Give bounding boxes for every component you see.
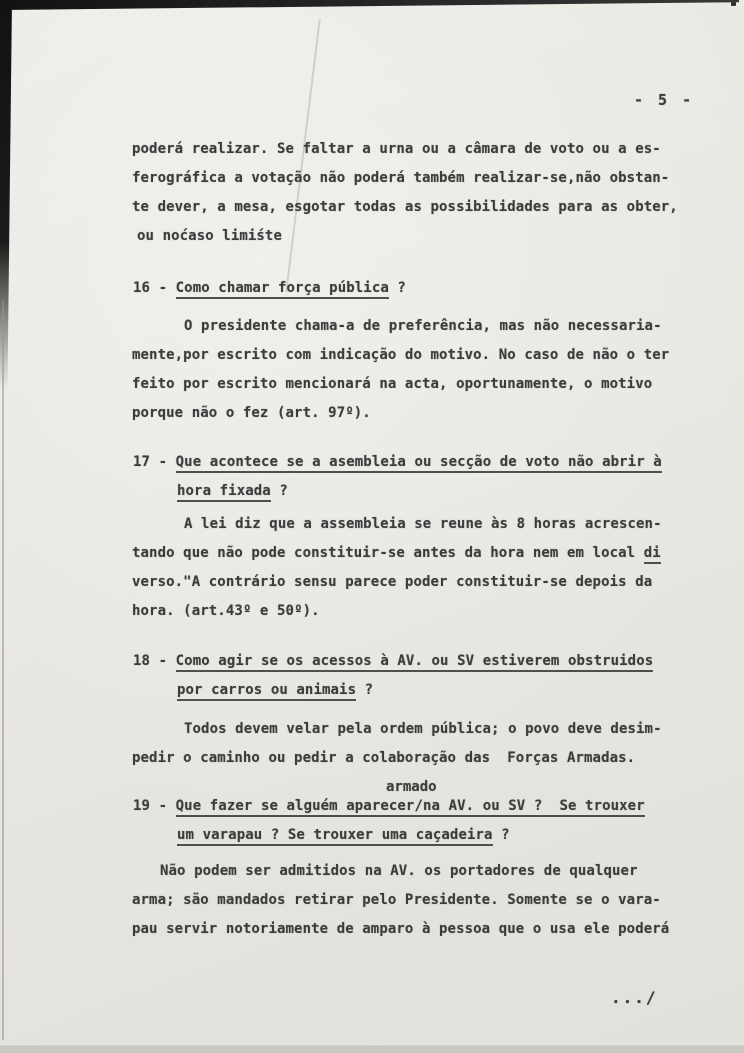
question-19-qmark: ? [492, 827, 510, 843]
question-16-heading [133, 274, 681, 303]
scan-speck [731, 2, 736, 6]
paragraph-line: poderá realizar. Se faltar a urna ou a câmara de voto ou a es- [132, 141, 661, 157]
answer-line: pedir o caminho ou pedir a colaboração das Forças Armadas. [132, 750, 636, 766]
question-17-title-line1: Que acontece se a asembleia ou secção de voto não abrir à [176, 454, 662, 473]
question-18-title-line2: por carros ou animais [177, 682, 356, 701]
answer-18 [132, 715, 680, 773]
question-17-title-line2: hora fixada [177, 483, 271, 502]
hyphenated-syllable-underlined: di [644, 545, 661, 564]
question-18-title-line1: Como agir se os acessos à AV. ou SV estiverem obstruidos [176, 653, 654, 672]
answer-line: arma; são mandados retirar pelo Presidente. Somente se o vara- [132, 892, 661, 908]
answer-16 [132, 312, 680, 428]
paragraph-line: te dever, a mesa, esgotar todas as possibilidades para as obter, [132, 199, 678, 215]
answer-line: Não podem ser admitidos na AV. os portadores de qualquer [160, 863, 638, 879]
answer-line: hora. (art.43º e 50º). [132, 603, 320, 619]
answer-17 [132, 510, 680, 626]
question-16-number: 16 - [133, 280, 176, 296]
question-19-title-line2: um varapau ? Se trouxer uma caçadeira [177, 827, 493, 846]
inserted-word-armado: armado [386, 779, 437, 795]
answer-line: mente,por escrito com indicação do motivo. No caso de não o ter [132, 347, 670, 363]
answer-line: pau servir notoriamente de amparo à pessoa que o usa ele poderá [132, 921, 670, 937]
question-18-qmark: ? [356, 682, 374, 698]
paragraph-line: ferográfica a votação não poderá também realizar-se,não obstan- [132, 170, 670, 186]
scan-edge-top [0, 0, 739, 10]
answer-line: A lei diz que a assembleia se reune às 8 horas acrescen- [184, 516, 662, 532]
page-number: - 5 - [634, 91, 695, 109]
question-19-number: 19 - [133, 798, 176, 814]
answer-line: porque não o fez (art. 97º). [132, 405, 371, 421]
answer-line: verso."A contrário sensu parece poder constituir-se depois da [132, 574, 653, 590]
answer-line: O presidente chama-a de preferência, mas não necessaria- [184, 318, 662, 334]
continuation-mark: .../ [611, 988, 658, 1007]
paragraph-intro [132, 135, 680, 251]
question-18-heading [133, 647, 681, 705]
question-17-qmark: ? [270, 483, 288, 499]
answer-19 [132, 857, 680, 944]
question-18-number: 18 - [133, 653, 176, 669]
question-16-title: Como chamar força pública [176, 280, 389, 299]
paper-edge-line [2, 300, 4, 1040]
question-17-heading [133, 448, 681, 506]
question-19-title-line1: Que fazer se alguém aparecer/na AV. ou SV ? Se trouxer [176, 798, 645, 817]
answer-line: tando que não pode constituir-se antes da hora nem em local di [132, 539, 680, 568]
answer-line: feito por escrito mencionará na acta, oportunamente, o motivo [132, 376, 653, 392]
answer-line: Todos devem velar pela ordem pública; o povo deve desim- [184, 721, 662, 737]
question-16-qmark: ? [388, 280, 406, 296]
scan-edge-bottom [0, 1045, 744, 1053]
question-17-number: 17 - [133, 454, 176, 470]
paragraph-line-corrected: ou noćaso limiśte [137, 228, 282, 244]
question-19-heading [133, 792, 681, 850]
